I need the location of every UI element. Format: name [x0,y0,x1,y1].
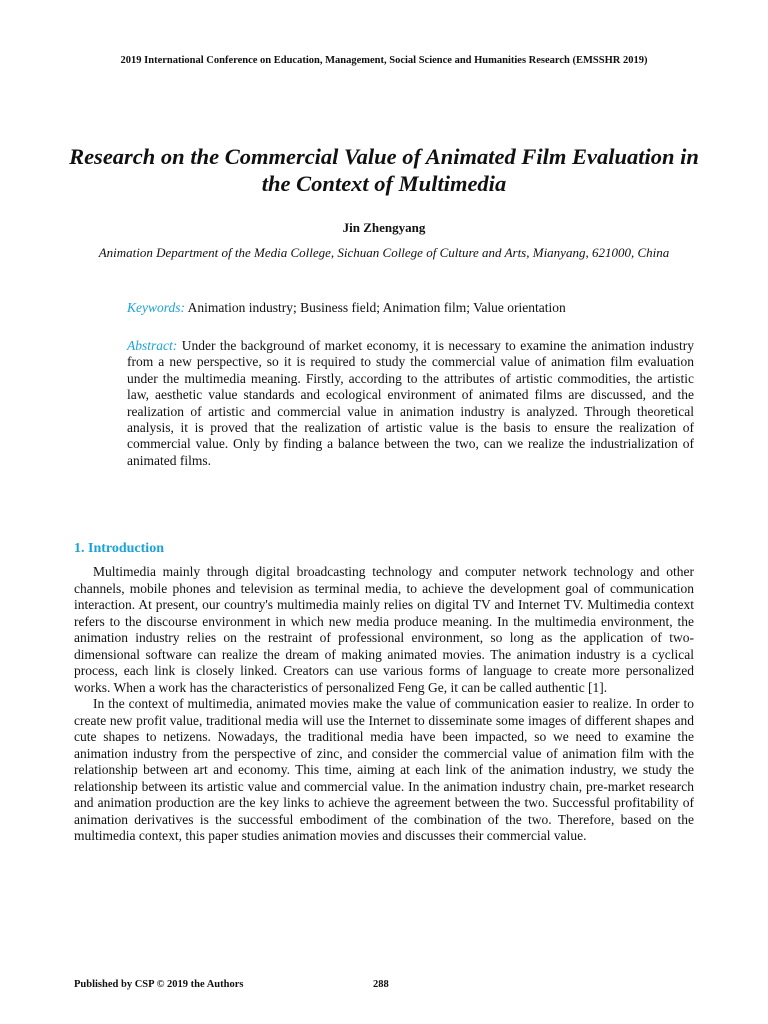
keywords-label: Keywords: [127,300,185,315]
publisher-footer: Published by CSP © 2019 the Authors [74,979,244,990]
abstract-text: Under the background of market economy, it is necessary to examine the animation industry from a new perspective, so it is required to study the commercial value of animation film evaluation under the multimedia meaning. Firstly, according to the attributes of artistic commodities, the artistic law, aesthetic value standards and ecological environment of animated films are discussed, and the realization of artistic and commercial value in animation industry is analyzed. Through theoretical analysis, it is proved that the realization of artistic value is the basis to ensure the realization of commercial value. Only by finding a balance between the two, can we realize the industrialization of animated films. [127,338,695,468]
conference-header: 2019 International Conference on Education, Management, Social Science and Humanities Research (EMSSHR 2019) [120,55,648,66]
paper-title: Research on the Commercial Value of Animated Film Evaluation in the Context of Multimedia [69,144,699,196]
author-affiliation: Animation Department of the Media College, Sichuan College of Culture and Arts, Mianyang, 621000, China [98,245,670,260]
keywords-block [127,300,697,317]
abstract-block [127,338,694,469]
page-number: 288 [373,979,389,990]
paragraph: In the context of multimedia, animated movies make the value of communication easier to realize. In order to create new profit value, traditional media will use the Internet to disseminate some images of different shapes and cute shapes to netizens. Nowadays, the traditional media have been impacted, so we need to examine the animation industry from the perspective of zinc, and consider the commercial value of animation film with the relationship between art and economy. This time, aiming at each link of the animation industry, we study the relationship between its artistic value and commercial value. In the animation industry chain, pre-market research and animation production are the key links to achieve the agreement between the two. Successful profitability of animation derivatives is the successful embodiment of the combination of the two. Therefore, based on the multimedia context, this paper studies animation movies and discusses their commercial value. [74,696,694,843]
author-name: Jin Zhengyang [342,220,426,235]
keywords-text: Animation industry; Business field; Animation film; Value orientation [187,300,566,315]
abstract-label: Abstract: [127,338,178,353]
paragraph: Multimedia mainly through digital broadcasting technology and computer network technology and other channels, mobile phones and television as terminal media, to achieve the development goal of communication interaction. At present, our country's multimedia mainly relies on digital TV and Internet TV. Multimedia context refers to the discourse environment in which new media produce meaning. In the multimedia environment, the animation industry relies on the restraint of professional environment, so long as the application of two-dimensional software can realize the dream of making animated movies. The animation industry is a cyclical process, each link is closely linked. Creators can use various forms of language to create more personalized works. When a work has the characteristics of personalized Feng Ge, it can be called authentic [1]. [74,564,694,695]
section-heading-introduction: 1. Introduction [74,541,164,556]
introduction-body [74,564,694,845]
